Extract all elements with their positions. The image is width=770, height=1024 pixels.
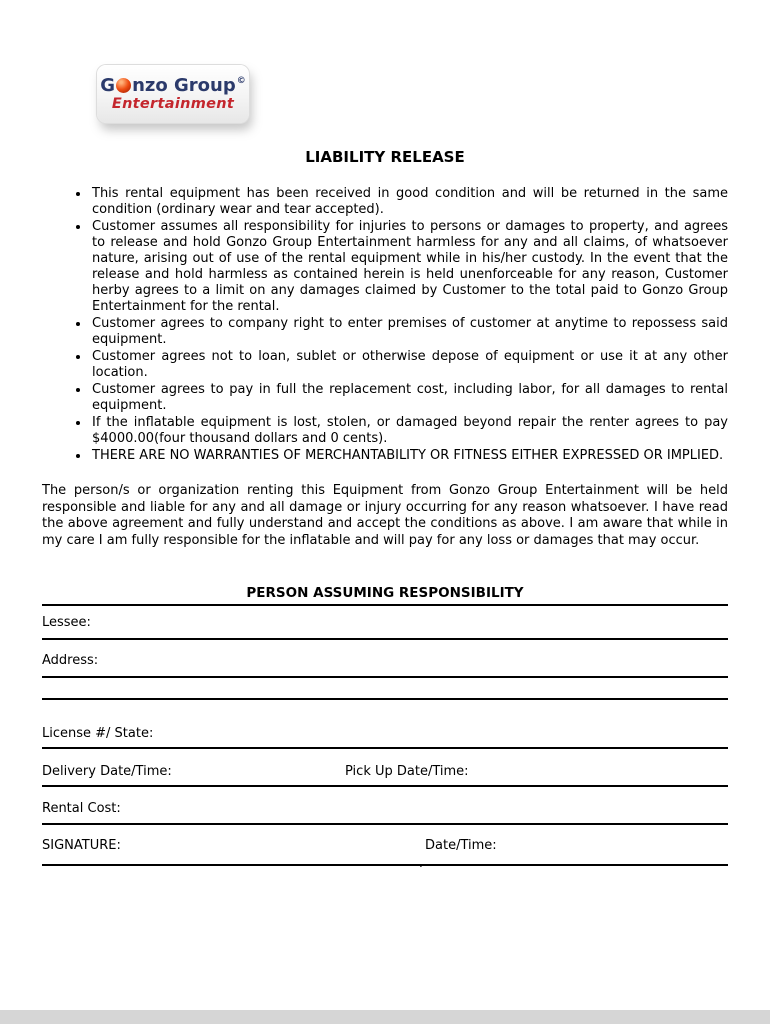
document-content: [42, 0, 728, 870]
copyright-mark: ©: [236, 75, 246, 86]
field-label-pickup-datetime: Pick Up Date/Time:: [345, 764, 469, 779]
field-row-signature-datetime[interactable]: [42, 825, 728, 870]
logo-text-rest: nzo Group: [132, 74, 236, 96]
field-label-datetime: Date/Time:: [425, 838, 497, 853]
logo-text-g: G: [100, 74, 116, 96]
logo-text-entertainment: Entertainment: [111, 95, 235, 112]
field-label-address: Address:: [42, 653, 99, 668]
terms-item: • Customer agrees to pay in full the replacement cost, including labor, for all damages to rental equipment.: [90, 382, 728, 414]
field-row-delivery-pickup[interactable]: [42, 749, 728, 787]
terms-list: [42, 186, 728, 464]
terms-item: • Customer assumes all responsibility for injuries to persons or damages to property, and agrees to release and hold Gonzo Group Entertainment harmless for any and all claims, of whatsoever nature, arising out of use of the rental equipment while in his/her custody. In the event that the release and hold harmless as contained herein is held unenforceable for any reason, Customer herby agrees to a limit on any damages claimed by Customer to the total paid to Gonzo Group Entertainment for the rental.: [90, 219, 728, 315]
field-row-address-line2[interactable]: [42, 678, 728, 700]
field-label-lessee: Lessee:: [42, 615, 91, 630]
stray-mark: .: [419, 856, 423, 870]
responsibility-paragraph: The person/s or organization renting this Equipment from Gonzo Group Entertainment will be held responsible and liable for any and all damage or injury occurring for any reason whatsoever. I have read the above agreement and fully understand and accept the conditions as above. I am aware that while in my care I am fully responsible for the inflatable and will pay for any loss or damages that may occur.: [42, 483, 728, 548]
field-label-license-state: License #/ State:: [42, 726, 154, 741]
terms-item: • This rental equipment has been received in good condition and will be returned in the same condition (ordinary wear and tear accepted).: [90, 186, 728, 218]
terms-item: • THERE ARE NO WARRANTIES OF MERCHANTABILITY OR FITNESS EITHER EXPRESSED OR IMPLIED.: [90, 448, 728, 464]
terms-item: • Customer agrees not to loan, sublet or otherwise depose of equipment or use it at any other location.: [90, 349, 728, 381]
page-edge: [0, 1010, 770, 1024]
terms-item: • Customer agrees to company right to enter premises of customer at anytime to repossess said equipment.: [90, 316, 728, 348]
field-label-delivery-datetime: Delivery Date/Time:: [42, 764, 172, 779]
field-row-lessee[interactable]: [42, 606, 728, 640]
field-label-rental-cost: Rental Cost:: [42, 801, 121, 816]
form-heading: PERSON ASSUMING RESPONSIBILITY: [246, 585, 524, 601]
field-row-license-state[interactable]: [42, 700, 728, 749]
terms-item: • If the inflatable equipment is lost, stolen, or damaged beyond repair the renter agrees to pay $4000.00(four thousand dollars and 0 cents).: [90, 415, 728, 447]
document-title: LIABILITY RELEASE: [305, 148, 465, 166]
field-row-rental-cost[interactable]: [42, 787, 728, 825]
field-label-signature: SIGNATURE:: [42, 838, 121, 853]
field-row-address[interactable]: [42, 640, 728, 678]
